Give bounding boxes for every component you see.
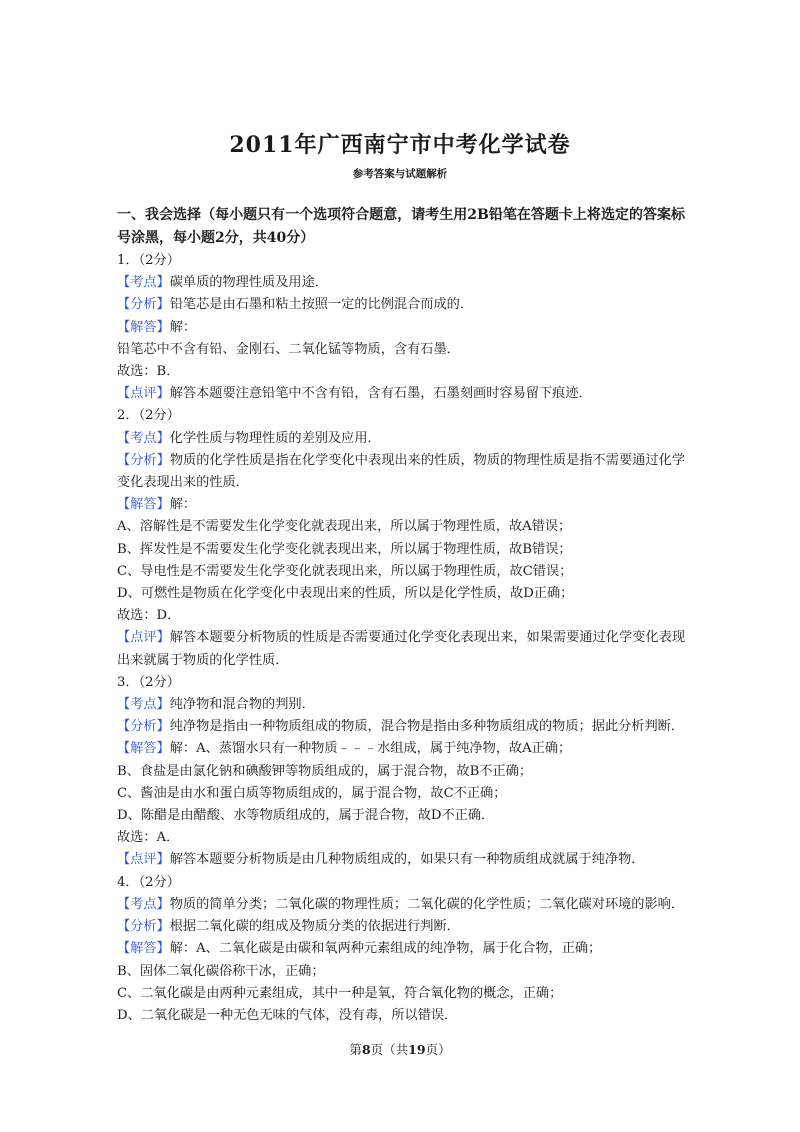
answer-line: B、食盐是由氯化钠和碘酸钾等物质组成的，属于混合物，故B不正确； — [117, 763, 533, 779]
document-body — [117, 204, 685, 1027]
kaodian-tag: 【考点】 — [117, 275, 170, 291]
kaodian-line — [117, 272, 685, 294]
fenxi-text: 根据二氧化碳的组成及物质分类的依据进行判断． — [169, 919, 460, 935]
answer-line: D、陈醋是由醋酸、水等物质组成的，属于混合物，故D不正确． — [117, 808, 495, 824]
question-number: 3．（2分） — [117, 674, 180, 690]
answer-line: 故选：D． — [117, 608, 181, 624]
answer-line: 故选：B． — [117, 364, 180, 380]
page-title: 2011年广西南宁市中考化学试卷 — [229, 132, 571, 158]
jieda-line — [117, 494, 685, 516]
jieda-text: 解： — [169, 497, 197, 513]
answer-line: B、挥发性是不需要发生化学变化就表现出来，所以属于物理性质，故B错误； — [117, 541, 572, 557]
question-2 — [117, 405, 685, 671]
dianping-tag: 【点评】 — [117, 386, 170, 402]
kaodian-line — [117, 694, 685, 716]
kaodian-tag: 【考点】 — [117, 430, 170, 446]
footer-prefix: 第 — [349, 1042, 362, 1057]
fenxi-tag: 【分析】 — [117, 297, 170, 313]
fenxi-tag: 【分析】 — [117, 452, 170, 468]
fenxi-text: 纯净物是指由一种物质组成的物质，混合物是指由多种物质组成的物质；据此分析判断． — [169, 719, 685, 735]
jieda-tag: 【解答】 — [117, 741, 170, 757]
jieda-line — [117, 938, 685, 960]
footer-page-number: 8 — [361, 1042, 371, 1057]
jieda-tag: 【解答】 — [117, 319, 170, 335]
question-number: 1．（2分） — [117, 253, 180, 268]
fenxi-text: 铅笔芯是由石墨和粘土按照一定的比例混合而成的． — [169, 297, 474, 313]
section-heading: 一、我会选择（每小题只有一个选项符合题意，请考生用2B铅笔在答题卡上将选定的答案标号涂黑，每小题2分，共40分） — [117, 207, 685, 246]
kaodian-tag: 【考点】 — [117, 697, 170, 713]
footer-total-pages: 19 — [408, 1042, 426, 1057]
kaodian-line — [117, 894, 685, 916]
dianping-line — [117, 627, 685, 671]
page-footer — [0, 1040, 800, 1058]
dianping-line — [117, 383, 685, 405]
answer-line: D、二氧化碳是一种无色无味的气体，没有毒，所以错误． — [117, 1007, 458, 1023]
fenxi-line — [117, 716, 685, 738]
jieda-line — [117, 317, 685, 339]
dianping-text: 解答本题要分析物质的性质是否需要通过化学变化表现出来，如果需要通过化学变化表现出来就属于物质的化学性质． — [117, 630, 686, 668]
kaodian-text: 化学性质与物理性质的差别及应用． — [169, 430, 381, 446]
kaodian-text: 物质的简单分类；二氧化碳的物理性质；二氧化碳的化学性质；二氧化碳对环境的影响． — [169, 896, 685, 912]
fenxi-line — [117, 450, 685, 494]
kaodian-text: 纯净物和混合物的判别． — [169, 697, 315, 713]
answer-line: B、固体二氧化碳俗称干冰，正确； — [117, 963, 325, 979]
dianping-text: 解答本题要注意铅笔中不含有铅，含有石墨，石墨刻画时容易留下痕迹． — [169, 386, 592, 402]
question-number: 2．（2分） — [117, 408, 180, 424]
dianping-tag: 【点评】 — [117, 630, 170, 646]
fenxi-line — [117, 916, 685, 938]
kaodian-text: 碳单质的物理性质及用途． — [169, 275, 328, 291]
jieda-tag: 【解答】 — [117, 941, 170, 957]
question-1 — [117, 250, 685, 405]
jieda-text: 解： — [169, 319, 197, 335]
answer-line: C、二氧化碳是由两种元素组成，其中一种是氧，符合氧化物的概念，正确； — [117, 985, 563, 1001]
answer-line: 故选：A． — [117, 830, 180, 846]
answer-line: C、导电性是不需要发生化学变化就表现出来，所以属于物理性质，故C错误； — [117, 563, 573, 579]
dianping-text: 解答本题要分析物质是由几种物质组成的，如果只有一种物质组成就属于纯净物． — [169, 852, 645, 868]
jieda-tag: 【解答】 — [117, 497, 170, 513]
fenxi-line — [117, 294, 685, 316]
kaodian-line — [117, 428, 685, 450]
footer-mid: 页（共 — [370, 1042, 409, 1057]
question-3 — [117, 672, 685, 872]
jieda-line — [117, 738, 685, 760]
question-number: 4．（2分） — [117, 874, 180, 890]
answer-line: C、酱油是由水和蛋白质等物质组成的，属于混合物，故C不正确； — [117, 785, 507, 801]
fenxi-tag: 【分析】 — [117, 919, 170, 935]
jieda-text: 解：A、蒸馏水只有一种物质﹣﹣﹣水组成，属于纯净物，故A正确； — [169, 741, 572, 757]
page-subtitle: 参考答案与试题解析 — [352, 168, 448, 180]
answer-line: 铅笔芯中不含有铅、金刚石、二氧化锰等物质，含有石墨． — [117, 341, 460, 357]
fenxi-text: 物质的化学性质是指在化学变化中表现出来的性质，物质的物理性质是指不需要通过化学变化表现出来的性质． — [117, 452, 686, 491]
answer-line: A、溶解性是不需要发生化学变化就表现出来，所以属于物理性质，故A错误； — [117, 519, 572, 535]
fenxi-tag: 【分析】 — [117, 719, 170, 735]
answer-line: D、可燃性是物质在化学变化中表现出来的性质，所以是化学性质，故D正确； — [117, 586, 574, 602]
jieda-text: 解：A、二氧化碳是由碳和氧两种元素组成的纯净物，属于化合物，正确； — [169, 941, 602, 957]
question-4 — [117, 872, 685, 1027]
dianping-line — [117, 849, 685, 871]
kaodian-tag: 【考点】 — [117, 896, 170, 912]
footer-suffix: 页） — [425, 1042, 451, 1057]
dianping-tag: 【点评】 — [117, 852, 170, 868]
